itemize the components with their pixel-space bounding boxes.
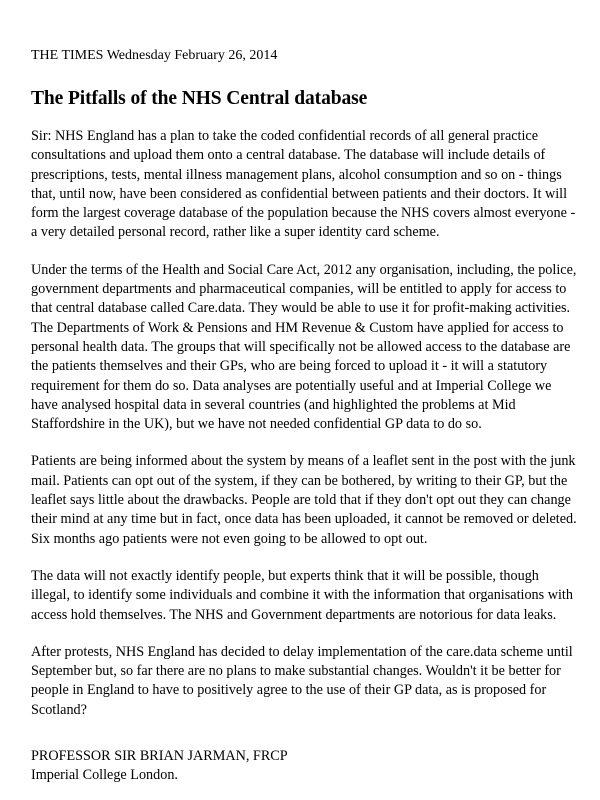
paragraph: Sir: NHS England has a plan to take the coded confidential records of all general practice consultations and upload them onto a central database. The database will include details of prescriptions, tests, mental illness management plans, alcohol consumption and so on - things that, until now, have been considered as confidential between patients and their doctors. It will form the largest coverage database of the population because the NHS covers almost everyone - a very detailed personal record, rather like a super identity card scheme. (31, 128, 576, 241)
paragraph: Patients are being informed about the system by means of a leaflet sent in the post with the junk mail. Patients can opt out of the system, if they can be bothered, by writing to their GP, but the leaflet says little about the drawbacks. People are told that if they don't opt out they can change their mind at any time but in fact, once data has been uploaded, it cannot be removed or deleted. Six months ago patients were not even going to be allowed to opt out. (31, 453, 577, 547)
masthead: THE TIMES Wednesday February 26, 2014 (31, 48, 278, 63)
headline: The Pitfalls of the NHS Central database (31, 88, 368, 109)
author-name: PROFESSOR SIR BRIAN JARMAN, FRCP (31, 748, 288, 765)
letter-body (31, 127, 578, 720)
paragraph: Under the terms of the Health and Social Care Act, 2012 any organisation, including, the police, government departments and pharmaceutical companies, will be entitled to apply for access to that central database called Care.data. They would be able to use it for profit-making activities. The Departments of Work & Pensions and HM Revenue & Custom have applied for access to personal health data. The groups that will specifically not be allowed access to the database are the patients themselves and their GPs, who are being forced to upload it - it will a statutory requirement for them do so. Data analyses are potentially useful and at Imperial College we have analysed hospital data in several countries (and highlighted the problems at Mid Staffordshire in the UK), but we have not needed confidential GP data to do so. (31, 261, 577, 433)
paragraph: The data will not exactly identify people, but experts think that it will be possible, though illegal, to identify some individuals and combine it with the information that organisations with access hold themselves. The NHS and Government departments are notorious for data leaks. (31, 567, 573, 623)
author-affiliation: Imperial College London. (31, 767, 178, 784)
paragraph: After protests, NHS England has decided to delay implementation of the care.data scheme until September but, so far there are no plans to make substantial changes. Wouldn't it be better for people in England to have to positively agree to the use of their GP data, as is proposed for Scotland? (31, 643, 573, 718)
signature-block (31, 747, 578, 786)
